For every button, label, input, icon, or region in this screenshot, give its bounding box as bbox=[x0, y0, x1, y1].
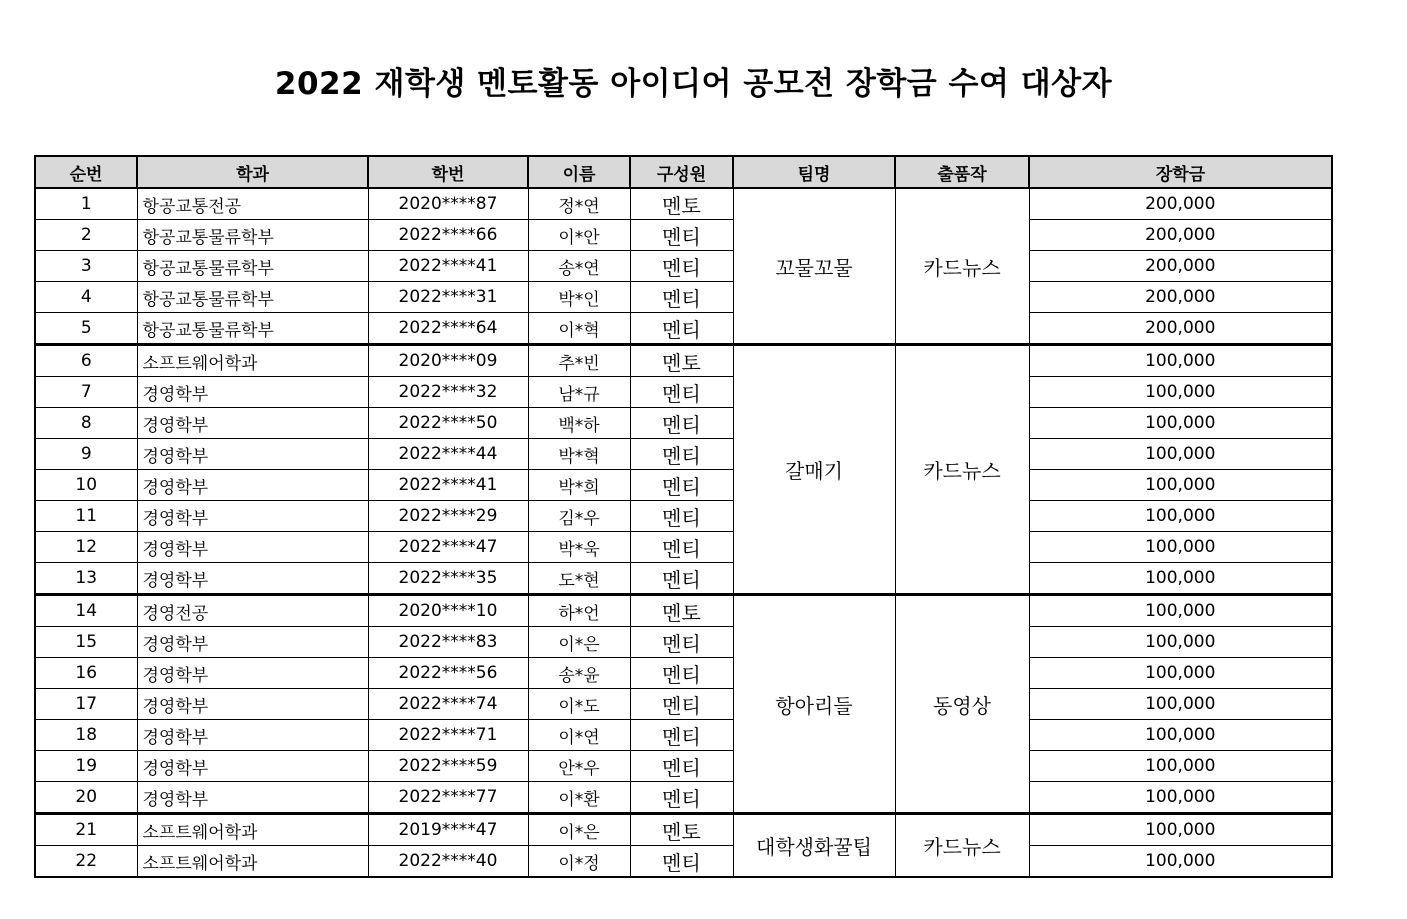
student-name-cell: 이*은 bbox=[528, 627, 630, 658]
role-cell: 멘티 bbox=[630, 846, 733, 878]
student-id-cell: 2022****77 bbox=[368, 782, 528, 814]
student-id-cell: 2020****09 bbox=[368, 345, 528, 377]
entry-type-cell: 카드뉴스 bbox=[895, 814, 1029, 878]
scholarship-amount-cell: 100,000 bbox=[1029, 501, 1332, 532]
table-row bbox=[35, 188, 1332, 220]
scholarship-amount-cell: 200,000 bbox=[1029, 313, 1332, 345]
table-row bbox=[35, 658, 1332, 689]
row-number: 3 bbox=[35, 251, 137, 282]
role-cell: 멘티 bbox=[630, 720, 733, 751]
role-cell: 멘티 bbox=[630, 251, 733, 282]
student-id-cell: 2022****71 bbox=[368, 720, 528, 751]
scholarship-amount-cell: 100,000 bbox=[1029, 377, 1332, 408]
table-row bbox=[35, 751, 1332, 782]
role-cell: 멘티 bbox=[630, 470, 733, 501]
header-name: 이름 bbox=[528, 156, 630, 188]
student-name-cell: 박*인 bbox=[528, 282, 630, 313]
row-number: 7 bbox=[35, 377, 137, 408]
table-row bbox=[35, 814, 1332, 846]
table-row bbox=[35, 408, 1332, 439]
department-cell: 경영학부 bbox=[137, 408, 368, 439]
department-cell: 경영학부 bbox=[137, 689, 368, 720]
role-cell: 멘티 bbox=[630, 658, 733, 689]
department-cell: 항공교통물류학부 bbox=[137, 282, 368, 313]
department-cell: 경영학부 bbox=[137, 439, 368, 470]
role-cell: 멘티 bbox=[630, 313, 733, 345]
department-cell: 항공교통물류학부 bbox=[137, 220, 368, 251]
department-cell: 소프트웨어학과 bbox=[137, 345, 368, 377]
scholarship-amount-cell: 200,000 bbox=[1029, 251, 1332, 282]
student-name-cell: 이*도 bbox=[528, 689, 630, 720]
row-number: 4 bbox=[35, 282, 137, 313]
student-id-cell: 2022****50 bbox=[368, 408, 528, 439]
table-row bbox=[35, 782, 1332, 814]
scholarship-amount-cell: 200,000 bbox=[1029, 220, 1332, 251]
department-cell: 경영학부 bbox=[137, 658, 368, 689]
student-name-cell: 이*은 bbox=[528, 814, 630, 846]
student-id-cell: 2022****56 bbox=[368, 658, 528, 689]
student-id-cell: 2022****31 bbox=[368, 282, 528, 313]
row-number: 2 bbox=[35, 220, 137, 251]
role-cell: 멘티 bbox=[630, 563, 733, 595]
row-number: 15 bbox=[35, 627, 137, 658]
scholarship-amount-cell: 100,000 bbox=[1029, 658, 1332, 689]
table-row bbox=[35, 563, 1332, 595]
student-name-cell: 도*현 bbox=[528, 563, 630, 595]
header-team: 팀명 bbox=[733, 156, 895, 188]
table-row bbox=[35, 689, 1332, 720]
row-number: 1 bbox=[35, 188, 137, 220]
student-id-cell: 2022****41 bbox=[368, 470, 528, 501]
student-id-cell: 2022****44 bbox=[368, 439, 528, 470]
entry-type-cell: 카드뉴스 bbox=[895, 188, 1029, 345]
row-number: 8 bbox=[35, 408, 137, 439]
scholarship-amount-cell: 100,000 bbox=[1029, 720, 1332, 751]
role-cell: 멘티 bbox=[630, 689, 733, 720]
student-name-cell: 송*윤 bbox=[528, 658, 630, 689]
student-name-cell: 이*연 bbox=[528, 720, 630, 751]
student-name-cell: 김*우 bbox=[528, 501, 630, 532]
scholarship-amount-cell: 100,000 bbox=[1029, 782, 1332, 814]
table-row bbox=[35, 345, 1332, 377]
row-number: 11 bbox=[35, 501, 137, 532]
team-name-cell: 꼬물꼬물 bbox=[733, 188, 895, 345]
student-id-cell: 2022****74 bbox=[368, 689, 528, 720]
student-id-cell: 2022****64 bbox=[368, 313, 528, 345]
row-number: 10 bbox=[35, 470, 137, 501]
scholarship-amount-cell: 100,000 bbox=[1029, 345, 1332, 377]
student-id-cell: 2022****66 bbox=[368, 220, 528, 251]
role-cell: 멘티 bbox=[630, 501, 733, 532]
department-cell: 항공교통물류학부 bbox=[137, 251, 368, 282]
role-cell: 멘토 bbox=[630, 814, 733, 846]
row-number: 17 bbox=[35, 689, 137, 720]
table-row bbox=[35, 532, 1332, 563]
row-number: 14 bbox=[35, 595, 137, 627]
scholarship-amount-cell: 200,000 bbox=[1029, 282, 1332, 313]
row-number: 19 bbox=[35, 751, 137, 782]
table-row bbox=[35, 627, 1332, 658]
scholarship-amount-cell: 100,000 bbox=[1029, 408, 1332, 439]
student-id-cell: 2019****47 bbox=[368, 814, 528, 846]
department-cell: 경영학부 bbox=[137, 532, 368, 563]
team-name-cell: 항아리들 bbox=[733, 595, 895, 814]
scholarship-amount-cell: 100,000 bbox=[1029, 814, 1332, 846]
row-number: 16 bbox=[35, 658, 137, 689]
row-number: 6 bbox=[35, 345, 137, 377]
header-row bbox=[35, 156, 1332, 188]
role-cell: 멘토 bbox=[630, 345, 733, 377]
scholarship-amount-cell: 100,000 bbox=[1029, 470, 1332, 501]
role-cell: 멘토 bbox=[630, 595, 733, 627]
department-cell: 항공교통물류학부 bbox=[137, 313, 368, 345]
student-id-cell: 2022****59 bbox=[368, 751, 528, 782]
row-number: 9 bbox=[35, 439, 137, 470]
student-name-cell: 이*혁 bbox=[528, 313, 630, 345]
table-row bbox=[35, 720, 1332, 751]
department-cell: 경영학부 bbox=[137, 627, 368, 658]
table-row bbox=[35, 313, 1332, 345]
student-name-cell: 정*연 bbox=[528, 188, 630, 220]
department-cell: 경영학부 bbox=[137, 563, 368, 595]
student-name-cell: 안*우 bbox=[528, 751, 630, 782]
student-name-cell: 박*욱 bbox=[528, 532, 630, 563]
header-role: 구성원 bbox=[630, 156, 733, 188]
table-row bbox=[35, 595, 1332, 627]
row-number: 13 bbox=[35, 563, 137, 595]
role-cell: 멘티 bbox=[630, 220, 733, 251]
team-name-cell: 갈매기 bbox=[733, 345, 895, 595]
scholarship-amount-cell: 100,000 bbox=[1029, 846, 1332, 878]
student-name-cell: 하*언 bbox=[528, 595, 630, 627]
role-cell: 멘티 bbox=[630, 782, 733, 814]
scholarship-amount-cell: 200,000 bbox=[1029, 188, 1332, 220]
role-cell: 멘티 bbox=[630, 377, 733, 408]
department-cell: 항공교통전공 bbox=[137, 188, 368, 220]
student-name-cell: 추*빈 bbox=[528, 345, 630, 377]
department-cell: 경영학부 bbox=[137, 501, 368, 532]
table-row bbox=[35, 377, 1332, 408]
student-name-cell: 남*규 bbox=[528, 377, 630, 408]
student-name-cell: 박*혁 bbox=[528, 439, 630, 470]
student-name-cell: 송*연 bbox=[528, 251, 630, 282]
table-row bbox=[35, 251, 1332, 282]
student-id-cell: 2022****47 bbox=[368, 532, 528, 563]
student-id-cell: 2022****29 bbox=[368, 501, 528, 532]
row-number: 20 bbox=[35, 782, 137, 814]
table-row bbox=[35, 846, 1332, 878]
role-cell: 멘티 bbox=[630, 408, 733, 439]
department-cell: 소프트웨어학과 bbox=[137, 814, 368, 846]
table-row bbox=[35, 501, 1332, 532]
table-body bbox=[35, 188, 1332, 877]
role-cell: 멘토 bbox=[630, 188, 733, 220]
page-title: 2022 재학생 멘토활동 아이디어 공모전 장학금 수여 대상자 bbox=[274, 66, 1113, 102]
student-name-cell: 박*희 bbox=[528, 470, 630, 501]
row-number: 5 bbox=[35, 313, 137, 345]
department-cell: 경영학부 bbox=[137, 782, 368, 814]
student-name-cell: 이*정 bbox=[528, 846, 630, 878]
scholarship-amount-cell: 100,000 bbox=[1029, 751, 1332, 782]
scholarship-amount-cell: 100,000 bbox=[1029, 439, 1332, 470]
department-cell: 소프트웨어학과 bbox=[137, 846, 368, 878]
scholarship-amount-cell: 100,000 bbox=[1029, 689, 1332, 720]
row-number: 21 bbox=[35, 814, 137, 846]
scholarship-amount-cell: 100,000 bbox=[1029, 532, 1332, 563]
table-row bbox=[35, 470, 1332, 501]
header-student-id: 학번 bbox=[368, 156, 528, 188]
student-name-cell: 백*하 bbox=[528, 408, 630, 439]
department-cell: 경영전공 bbox=[137, 595, 368, 627]
department-cell: 경영학부 bbox=[137, 751, 368, 782]
row-number: 18 bbox=[35, 720, 137, 751]
department-cell: 경영학부 bbox=[137, 720, 368, 751]
role-cell: 멘티 bbox=[630, 751, 733, 782]
table-row bbox=[35, 282, 1332, 313]
header-no: 순번 bbox=[35, 156, 137, 188]
role-cell: 멘티 bbox=[630, 282, 733, 313]
department-cell: 경영학부 bbox=[137, 470, 368, 501]
table-row bbox=[35, 220, 1332, 251]
scholarship-amount-cell: 100,000 bbox=[1029, 563, 1332, 595]
student-id-cell: 2022****83 bbox=[368, 627, 528, 658]
header-amount: 장학금 bbox=[1029, 156, 1332, 188]
student-id-cell: 2020****87 bbox=[368, 188, 528, 220]
scholarship-amount-cell: 100,000 bbox=[1029, 595, 1332, 627]
scholarship-table bbox=[34, 155, 1333, 878]
role-cell: 멘티 bbox=[630, 532, 733, 563]
student-id-cell: 2022****41 bbox=[368, 251, 528, 282]
role-cell: 멘티 bbox=[630, 627, 733, 658]
row-number: 22 bbox=[35, 846, 137, 878]
student-id-cell: 2022****40 bbox=[368, 846, 528, 878]
scholarship-amount-cell: 100,000 bbox=[1029, 627, 1332, 658]
department-cell: 경영학부 bbox=[137, 377, 368, 408]
table-row bbox=[35, 439, 1332, 470]
team-name-cell: 대학생화꿀팁 bbox=[733, 814, 895, 878]
entry-type-cell: 카드뉴스 bbox=[895, 345, 1029, 595]
entry-type-cell: 동영상 bbox=[895, 595, 1029, 814]
student-id-cell: 2022****35 bbox=[368, 563, 528, 595]
role-cell: 멘티 bbox=[630, 439, 733, 470]
student-id-cell: 2020****10 bbox=[368, 595, 528, 627]
row-number: 12 bbox=[35, 532, 137, 563]
student-id-cell: 2022****32 bbox=[368, 377, 528, 408]
header-dept: 학과 bbox=[137, 156, 368, 188]
header-work: 출품작 bbox=[895, 156, 1029, 188]
student-name-cell: 이*환 bbox=[528, 782, 630, 814]
student-name-cell: 이*안 bbox=[528, 220, 630, 251]
